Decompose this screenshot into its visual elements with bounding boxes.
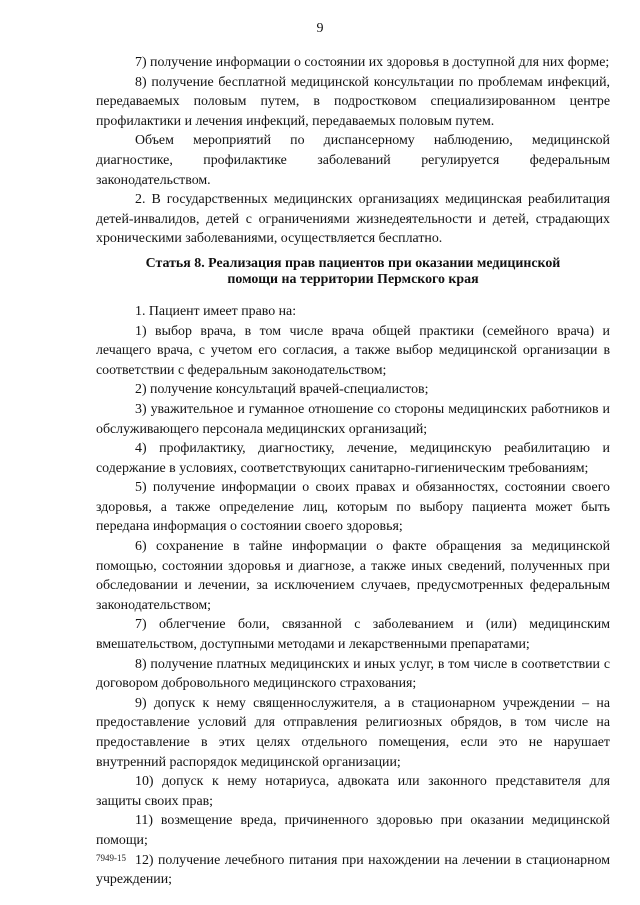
paragraph: Объем мероприятий по диспансерному наблюдению, медицинской диагностике, профилактике заболеваний регулируется федеральным законодательством. [96, 133, 610, 188]
article-heading [96, 256, 610, 288]
page-number: 9 [316, 21, 324, 36]
list-item: 3) уважительное и гуманное отношение со стороны медицинских работников и обслуживающего персонала медицинских организаций; [96, 401, 610, 437]
list-item: 5) получение информации о своих правах и обязанностях, состоянии своего здоровья, а также определение лиц, которым по выбору пациента может быть передана информация о состоянии своего здоровья; [96, 480, 610, 535]
paragraph: 8) получение бесплатной медицинской консультации по проблемам инфекций, передаваемых половым путем, в подростковом специализированном центре профилактики и лечения инфекций, передаваемых половым путем. [96, 74, 610, 129]
list-item: 2) получение консультаций врачей-специалистов; [135, 382, 429, 398]
list-item: 12) получение лечебного питания при нахождении на лечении в стационарном учреждении; [96, 852, 610, 888]
list-item: 10) допуск к нему нотариуса, адвоката или законного представителя для защиты своих прав; [96, 774, 610, 809]
paragraph: 2. В государственных медицинских организациях медицинская реабилитация детей-инвалидов, детей с ограничениями жизнедеятельности и детей, страдающих хроническими заболеваниями, осуществляется бесплатно. [96, 192, 610, 247]
list-item: 1) выбор врача, в том числе врача общей практики (семейного врача) и лечащего врача, с учетом его согласия, а также выбор медицинской организации в соответствии с федеральным законодательством; [96, 323, 610, 378]
paragraph: 7) получение информации о состоянии их здоровья в доступной для них форме; [135, 55, 610, 70]
list-item: 11) возмещение вреда, причиненного здоровью при оказании медицинской помощи; [96, 813, 610, 848]
list-item: 6) сохранение в тайне информации о факте обращения за медицинской помощью, состоянии здоровья и диагнозе, а также иных сведений, полученных при обследовании и лечении, за исключением случаев, предусмотренных федеральным законодательством; [96, 539, 610, 613]
list-item: 9) допуск к нему священнослужителя, а в стационарном учреждении – на предоставление условий для отправления религиозных обрядов, в том числе на предоставление в этих целях отдельного помещения, если это не нарушает внутренний распорядок медицинской организации; [96, 695, 610, 770]
paragraph: 1. Пациент имеет право на: [135, 303, 297, 319]
list-item: 8) получение платных медицинских и иных услуг, в том числе в соответствии с договором добровольного медицинского страхования; [96, 656, 610, 692]
list-item: 7) облегчение боли, связанной с заболеванием и (или) медицинским вмешательством, доступными методами и лекарственными препаратами; [96, 617, 610, 653]
list-item: 4) профилактику, диагностику, лечение, медицинскую реабилитацию и содержание в условиях, соответствующих санитарно-гигиеническим требованиям; [96, 441, 610, 476]
document-code: 7949-15 [96, 853, 126, 863]
document-body [96, 53, 610, 890]
article-title-line-2: помощи на территории Пермского края [227, 271, 479, 287]
article-title-line-1: Статья 8. Реализация прав пациентов при оказании медицинской [145, 255, 561, 271]
